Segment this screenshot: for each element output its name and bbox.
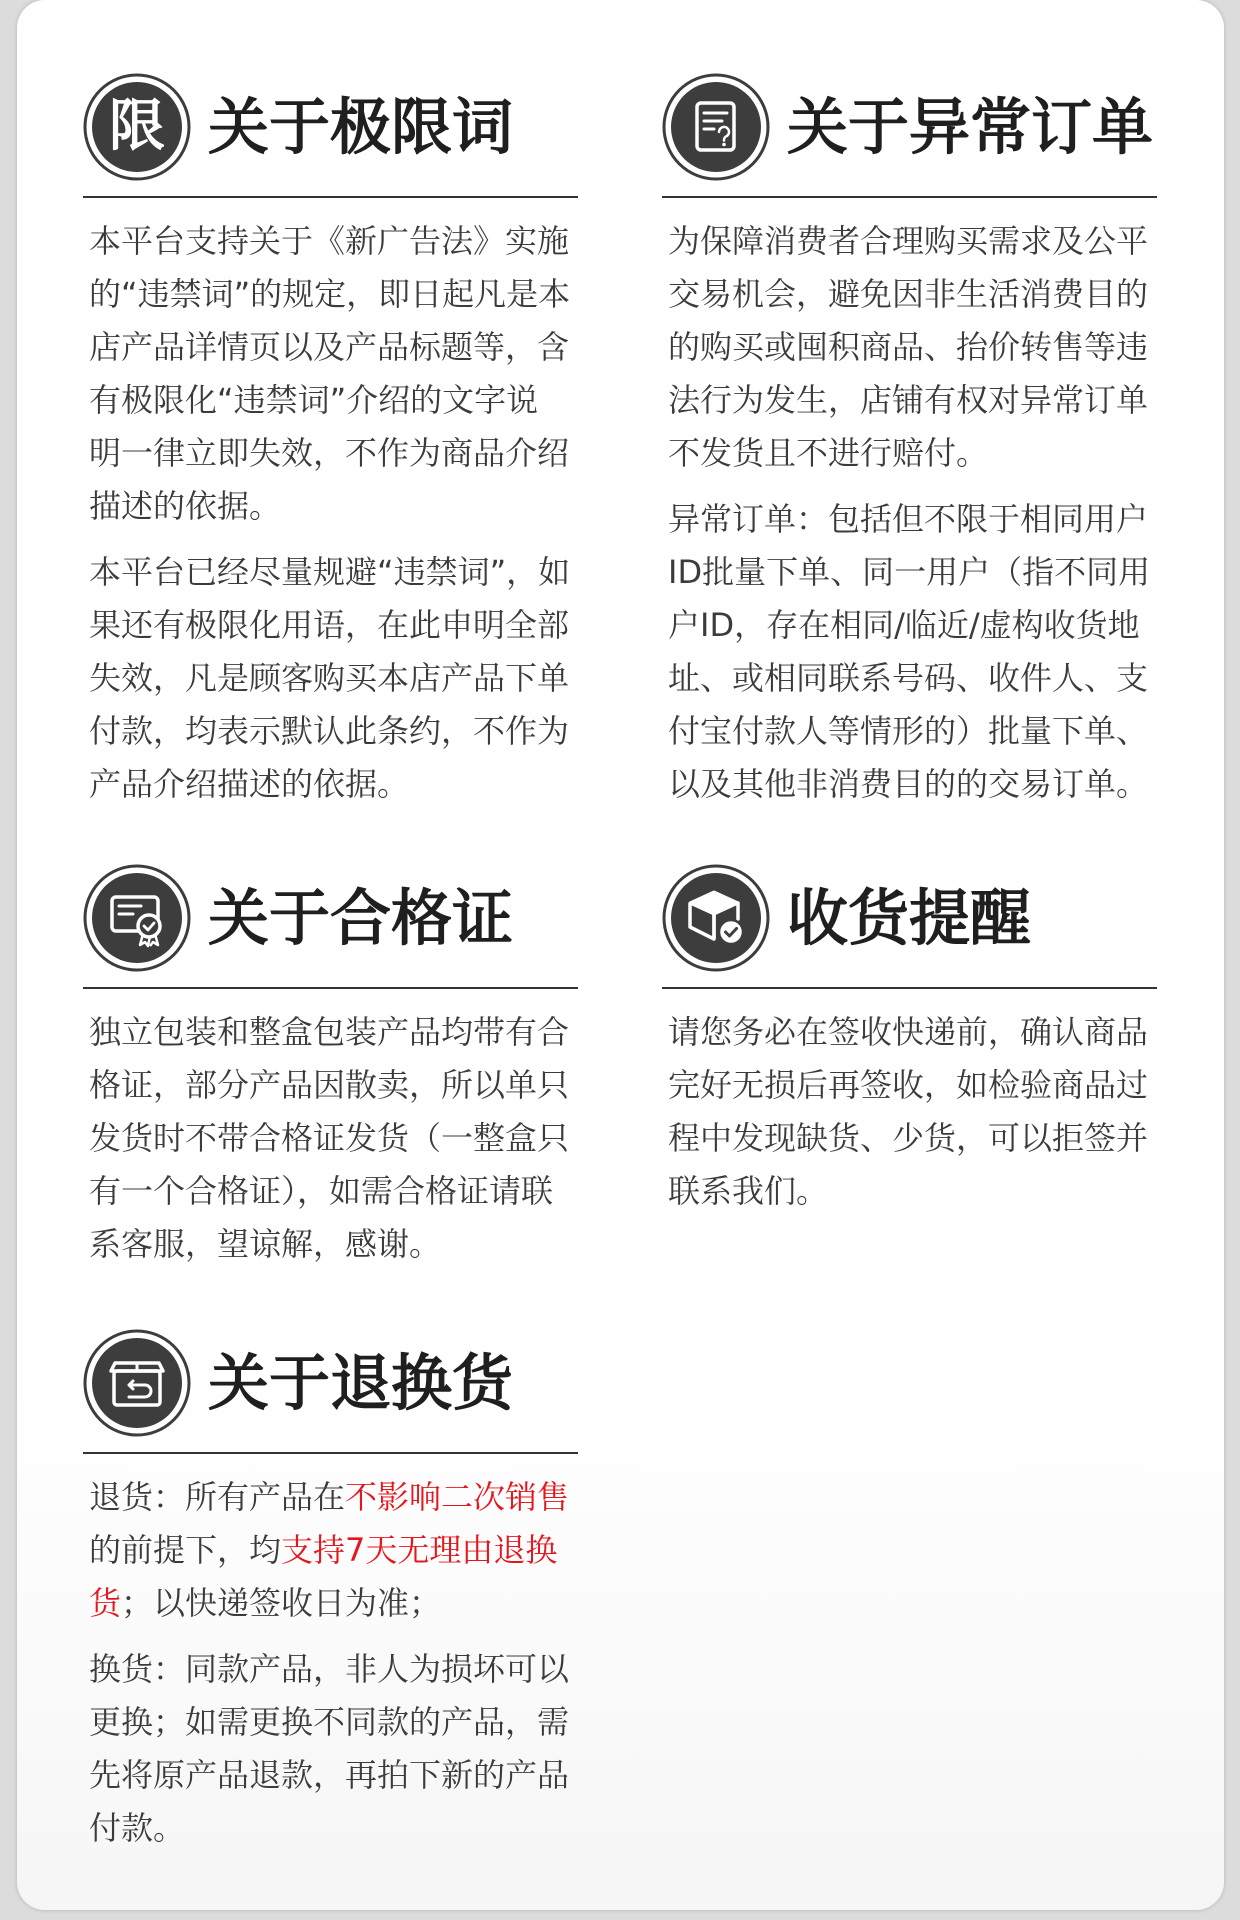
text-line: 以及其他非消费目的的交易订单。 [668, 765, 1149, 803]
text-line: 的“违禁词”的规定，即日起凡是本 [89, 275, 571, 313]
text-line: 描述的依据。 [89, 487, 282, 525]
text-line: 的购买或囤积商品、抬价转售等违 [668, 328, 1149, 366]
section-header [83, 73, 578, 181]
text-line [89, 1524, 572, 1577]
text-line: 发货时不带合格证发货（一整盒只 [89, 1119, 570, 1157]
text-line: 程中发现缺货、少货，可以拒签并 [668, 1119, 1149, 1157]
abnormal-orders-section [662, 73, 1157, 811]
package-return-icon [83, 1329, 191, 1437]
text-line: 付宝付款人等情形的）批量下单、 [668, 712, 1149, 750]
section-header [83, 864, 578, 972]
text-line: 独立包装和整盒包装产品均带有合 [89, 1013, 570, 1051]
text-line: 请您务必在签收快递前，确认商品 [668, 1013, 1149, 1051]
text-line: 法行为发生，店铺有权对异常订单 [668, 381, 1149, 419]
policy-text: ；以快递签收日为准； [121, 1584, 442, 1622]
text-line: 不发货且不进行赔付。 [668, 434, 989, 472]
text-line: 系客服，望谅解，感谢。 [89, 1225, 442, 1263]
certificate-section [83, 864, 578, 1271]
limit-words-section [83, 73, 578, 811]
text-line: 异常订单：包括但不限于相同用户 [668, 500, 1149, 538]
notice-card [17, 0, 1224, 1910]
text-line: 有一个合格证），如需合格证请联 [89, 1172, 554, 1210]
paragraph [89, 546, 572, 811]
section-title: 关于异常订单 [787, 91, 1154, 163]
text-line: 产品介绍描述的依据。 [89, 765, 410, 803]
section-header [662, 864, 1157, 972]
text-line: 有极限化“违禁词”介绍的文字说 [89, 381, 539, 419]
text-line: 址、或相同联系号码、收件人、支 [668, 659, 1149, 697]
section-title: 收货提醒 [787, 882, 1032, 954]
section-body [83, 1471, 578, 1855]
paragraph [89, 215, 572, 533]
section-divider [83, 196, 578, 198]
policy-highlight: 不影响二次销售 [345, 1478, 570, 1516]
returns-section [83, 1329, 578, 1855]
policy-text: 的前提下，均 [89, 1531, 282, 1569]
section-title: 关于极限词 [208, 91, 514, 163]
text-line: 换货：同款产品，非人为损坏可以 [89, 1650, 570, 1688]
text-line: 失效，凡是顾客购买本店产品下单 [89, 659, 570, 697]
text-line: 为保障消费者合理购买需求及公平 [668, 222, 1149, 260]
text-line: 店产品详情页以及产品标题等，含 [89, 328, 570, 366]
text-line: 完好无损后再签收，如检验商品过 [668, 1066, 1149, 1104]
text-line: 格证，部分产品因散卖，所以单只 [89, 1066, 570, 1104]
section-divider [662, 987, 1157, 989]
restriction-character-icon [83, 73, 191, 181]
paragraph [668, 493, 1151, 811]
text-line: 先将原产品退款，再拍下新的产品 [89, 1756, 570, 1794]
section-body [83, 1006, 578, 1271]
text-line: ID批量下单、同一用户（指不同用 [668, 553, 1151, 591]
section-title: 关于合格证 [208, 882, 514, 954]
text-line: 果还有极限化用语，在此申明全部 [89, 606, 570, 644]
policy-text: 退货：所有产品在 [89, 1478, 346, 1516]
exchange-policy-paragraph [89, 1643, 572, 1855]
section-divider [662, 196, 1157, 198]
section-body [662, 1006, 1157, 1218]
paragraph [668, 1006, 1151, 1218]
text-line: 本平台已经尽量规避“违禁词”，如 [89, 553, 571, 591]
delivery-reminder-section [662, 864, 1157, 1218]
text-line: 联系我们。 [668, 1172, 829, 1210]
policy-highlight: 支持7天无理由退换 [281, 1531, 558, 1569]
paragraph [89, 1006, 572, 1271]
text-line [89, 1471, 572, 1524]
document-question-icon [662, 73, 770, 181]
text-line: 付款，均表示默认此条约，不作为 [89, 712, 570, 750]
text-line: 本平台支持关于《新广告法》实施 [89, 222, 570, 260]
section-divider [83, 987, 578, 989]
section-header [662, 73, 1157, 181]
text-line: 户ID，存在相同/临近/虚构收货地 [668, 606, 1140, 644]
return-policy-paragraph [89, 1471, 572, 1630]
text-line: 付款。 [89, 1809, 186, 1847]
icon-glyph: 限 [109, 94, 165, 160]
section-body [83, 215, 578, 811]
section-divider [83, 1452, 578, 1454]
section-body [662, 215, 1157, 811]
package-check-icon [662, 864, 770, 972]
certificate-badge-icon [83, 864, 191, 972]
text-line [89, 1577, 572, 1630]
text-line: 更换；如需更换不同款的产品，需 [89, 1703, 570, 1741]
policy-highlight: 货 [89, 1584, 122, 1622]
section-header [83, 1329, 578, 1437]
paragraph [668, 215, 1151, 480]
section-title: 关于退换货 [208, 1347, 514, 1419]
text-line: 交易机会，避免因非生活消费目的 [668, 275, 1149, 313]
text-line: 明一律立即失效，不作为商品介绍 [89, 434, 570, 472]
